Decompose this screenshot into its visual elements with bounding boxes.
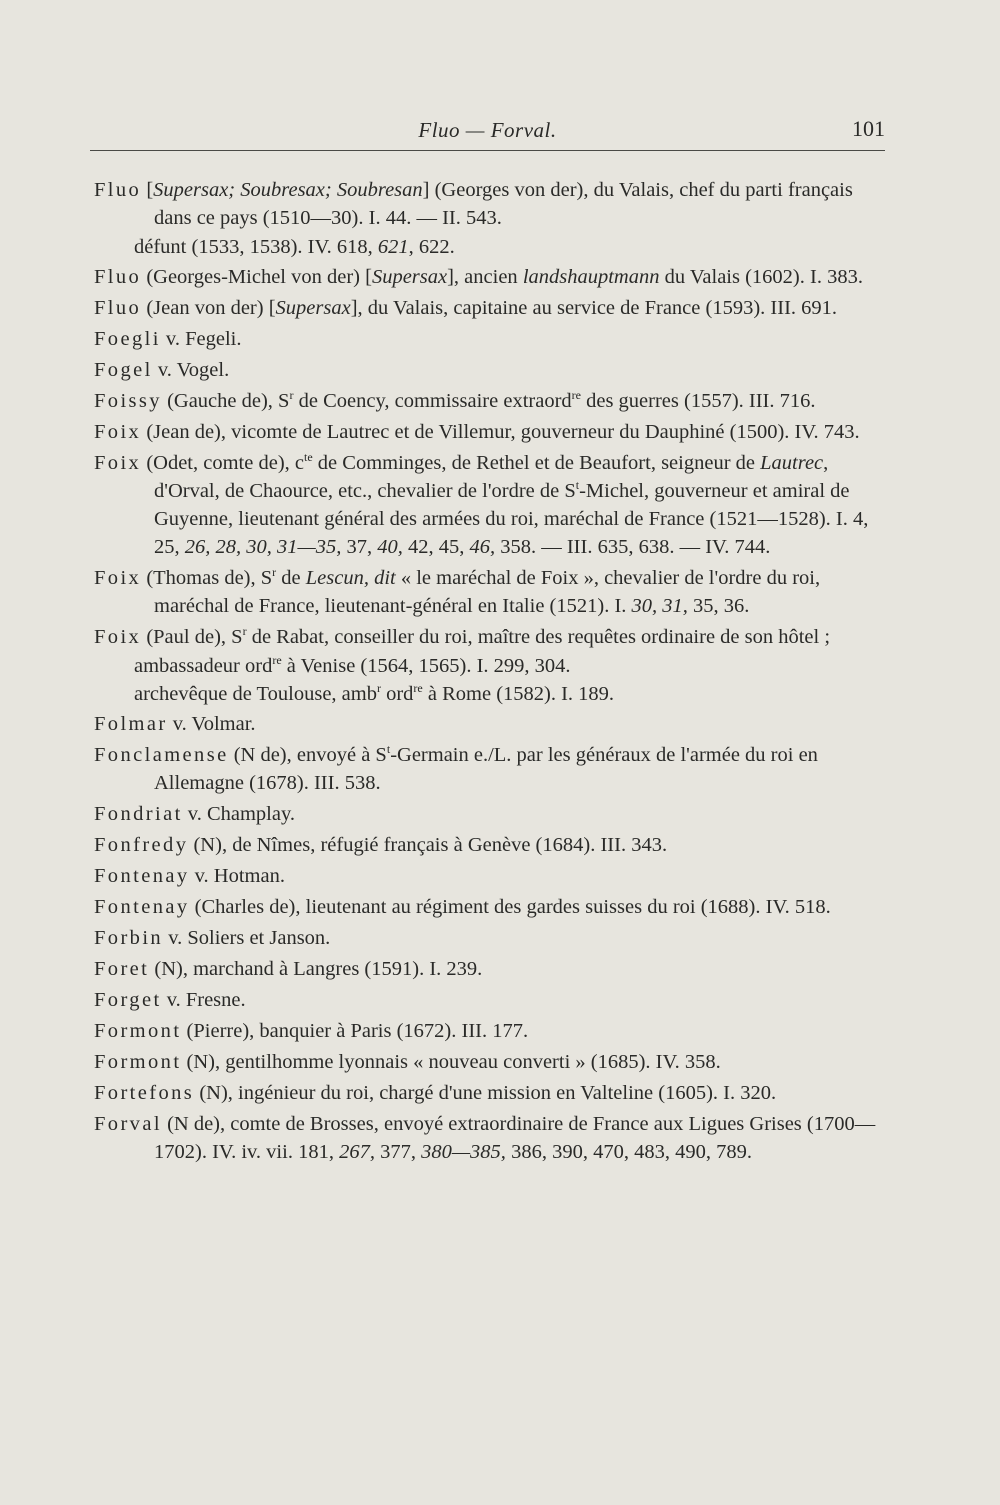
- index-subentry: [94, 652, 894, 680]
- entry-headword: Foissy: [94, 390, 162, 412]
- entry-text: , d'Orval, de Chaource, etc., chevalier de l'ordre de S: [154, 452, 829, 502]
- entry-superscript: r: [242, 624, 247, 639]
- entry-italic: 380—385,: [421, 1141, 506, 1163]
- entry-italic: 26, 28, 30, 31—35,: [184, 536, 342, 558]
- entry-headword: Foret: [94, 958, 150, 980]
- entry-text: (Jean de), vicomte de Lautrec et de Villemur, gouverneur du Dauphiné (1500). IV. 743.: [141, 421, 860, 443]
- entry-text: (Charles de), lieutenant au régiment des gardes suisses du roi (1688). IV. 518.: [189, 896, 831, 918]
- entry-italic: 46,: [469, 536, 496, 558]
- entry-text: 35, 36.: [687, 595, 750, 617]
- entry-text: 386, 390, 470, 483, 490, 789.: [505, 1141, 752, 1163]
- entry-headword: Fogel: [94, 359, 153, 381]
- index-entry: [94, 418, 894, 446]
- entry-headword: Foegli: [94, 328, 161, 350]
- entry-text: v. Soliers et Janson.: [163, 927, 331, 949]
- index-entry: [94, 862, 894, 890]
- entry-headword: Fluo: [94, 297, 142, 319]
- index-entry: [94, 893, 894, 921]
- running-head: [90, 116, 885, 151]
- entry-headword: Fluo: [94, 179, 142, 201]
- entry-text: v. Volmar.: [167, 713, 256, 735]
- entry-headword: Formont: [94, 1051, 182, 1073]
- index-entry: [94, 831, 894, 859]
- entry-superscript: t: [386, 742, 391, 757]
- entry-text: (N), de Nîmes, réfugié français à Genève (1684). III. 343.: [188, 834, 668, 856]
- entry-italic: Lautrec: [760, 452, 824, 474]
- index-entries: [94, 176, 894, 1169]
- entry-text: de: [276, 567, 306, 589]
- entry-text: v. Fegeli.: [160, 328, 242, 350]
- entry-superscript: re: [413, 681, 423, 696]
- entry-text: (Odet, comte de), c: [141, 452, 304, 474]
- index-entry: [94, 1048, 894, 1076]
- entry-headword: Folmar: [94, 713, 168, 735]
- index-entry: [94, 986, 894, 1014]
- entry-text: v. Champlay.: [182, 803, 296, 825]
- entry-headword: Fontenay: [94, 896, 190, 918]
- entry-text: « le maréchal de Foix », chevalier de l'ordre du roi, maréchal de France, lieutenant-général en Italie (1521). I.: [154, 567, 821, 617]
- index-entry: [94, 623, 894, 651]
- entry-headword: Foix: [94, 452, 142, 474]
- entry-italic: 40,: [377, 536, 403, 558]
- index-entry: [94, 387, 894, 415]
- index-entry: [94, 1079, 894, 1107]
- entry-headword: Fluo: [94, 266, 142, 288]
- entry-text: (N de), envoyé à S: [228, 744, 387, 766]
- entry-headword: Forval: [94, 1113, 162, 1135]
- entry-headword: Forget: [94, 989, 162, 1011]
- entry-text: 42, 45,: [402, 536, 470, 558]
- entry-text: (Gauche de), S: [161, 390, 290, 412]
- entry-text: [: [141, 179, 154, 201]
- entry-text: de Comminges, de Rethel et de Beaufort, seigneur de: [312, 452, 761, 474]
- entry-italic: 621: [377, 236, 409, 258]
- entry-text: -Michel, gouverneur et amiral de Guyenne, lieutenant général des armées du roi, maréchal de France (1521—1528). I. 4, 25,: [154, 480, 869, 558]
- entry-text: ] (Georges von der), du Valais, chef du parti français dans ce pays (1510—30). I. 44. — II. 543.: [154, 179, 853, 229]
- entry-superscript: r: [376, 681, 381, 696]
- index-entry: [94, 356, 894, 384]
- entry-text: défunt (1533, 1538). IV. 618,: [134, 236, 378, 258]
- index-entry: [94, 449, 894, 561]
- running-title: Fluo — Forval.: [418, 118, 557, 142]
- entry-text: (Thomas de), S: [141, 567, 273, 589]
- entry-superscript: r: [272, 565, 277, 580]
- entry-headword: Foix: [94, 421, 142, 443]
- entry-text: (Jean von der) [: [141, 297, 276, 319]
- entry-headword: Fondriat: [94, 803, 183, 825]
- index-entry: [94, 1017, 894, 1045]
- index-entry: [94, 564, 894, 620]
- entry-text: , 622.: [408, 236, 455, 258]
- entry-text: -Germain e./L. par les généraux de l'armée du roi en Allemagne (1678). III. 538.: [154, 744, 818, 794]
- index-entry: [94, 1110, 894, 1166]
- index-entry: [94, 294, 894, 322]
- entry-text: (N de), comte de Brosses, envoyé extraordinaire de France aux Ligues Grises (1700—1702). IV. iv. vii. 181,: [154, 1113, 876, 1163]
- index-entry: [94, 176, 894, 232]
- entry-superscript: te: [304, 450, 313, 465]
- entry-text: à Rome (1582). I. 189.: [422, 683, 615, 705]
- entry-text: des guerres (1557). III. 716.: [580, 390, 816, 412]
- index-entry: [94, 741, 894, 797]
- entry-text: à Venise (1564, 1565). I. 299, 304.: [281, 655, 571, 677]
- entry-text: ], ancien: [447, 266, 523, 288]
- index-entry: [94, 325, 894, 353]
- entry-text: archevêque de Toulouse, amb: [134, 683, 377, 705]
- entry-text: ambassadeur ord: [134, 655, 273, 677]
- entry-text: (Pierre), banquier à Paris (1672). III. 177.: [181, 1020, 529, 1042]
- entry-superscript: re: [272, 653, 282, 668]
- entry-italic: Lescun, dit: [305, 567, 396, 589]
- entry-text: v. Fresne.: [161, 989, 246, 1011]
- entry-italic: Supersax; Soubresax; Soubresan: [153, 179, 423, 201]
- entry-superscript: t: [575, 478, 580, 493]
- index-entry: [94, 710, 894, 738]
- entry-headword: Formont: [94, 1020, 182, 1042]
- entry-text: v. Hotman.: [189, 865, 285, 887]
- entry-text: (N), gentilhomme lyonnais « nouveau converti » (1685). IV. 358.: [181, 1051, 721, 1073]
- entry-headword: Fontenay: [94, 865, 190, 887]
- index-subentry: [94, 680, 894, 708]
- entry-text: de Rabat, conseiller du roi, maître des requêtes ordinaire de son hôtel ;: [246, 626, 831, 648]
- index-entry: [94, 263, 894, 291]
- entry-italic: 30, 31,: [631, 595, 688, 617]
- page-number: 101: [852, 116, 885, 141]
- entry-text: de Coency, commissaire extraord: [293, 390, 572, 412]
- index-entry: [94, 955, 894, 983]
- entry-text: (N), marchand à Langres (1591). I. 239.: [149, 958, 483, 980]
- entry-text: (N), ingénieur du roi, chargé d'une mission en Valteline (1605). I. 320.: [194, 1082, 777, 1104]
- entry-text: du Valais (1602). I. 383.: [659, 266, 863, 288]
- entry-italic: 267,: [339, 1141, 375, 1163]
- entry-italic: Supersax: [371, 266, 448, 288]
- entry-superscript: r: [289, 388, 294, 403]
- entry-text: 377,: [374, 1141, 422, 1163]
- entry-text: ], du Valais, capitaine au service de France (1593). III. 691.: [350, 297, 838, 319]
- entry-text: v. Vogel.: [152, 359, 230, 381]
- entry-text: (Georges-Michel von der) [: [141, 266, 372, 288]
- entry-headword: Foix: [94, 567, 142, 589]
- entry-superscript: re: [571, 388, 581, 403]
- entry-headword: Fortefons: [94, 1082, 195, 1104]
- entry-headword: Foix: [94, 626, 142, 648]
- index-subentry: [94, 233, 894, 261]
- entry-headword: Fonfredy: [94, 834, 189, 856]
- entry-text: (Paul de), S: [141, 626, 243, 648]
- entry-text: 37,: [341, 536, 378, 558]
- entry-text: 358. — III. 635, 638. — IV. 744.: [495, 536, 771, 558]
- index-entry: [94, 800, 894, 828]
- entry-italic: Supersax: [275, 297, 351, 319]
- entry-headword: Fonclamense: [94, 744, 229, 766]
- entry-italic: landshauptmann: [522, 266, 660, 288]
- entry-headword: Forbin: [94, 927, 164, 949]
- index-entry: [94, 924, 894, 952]
- entry-text: ord: [380, 683, 414, 705]
